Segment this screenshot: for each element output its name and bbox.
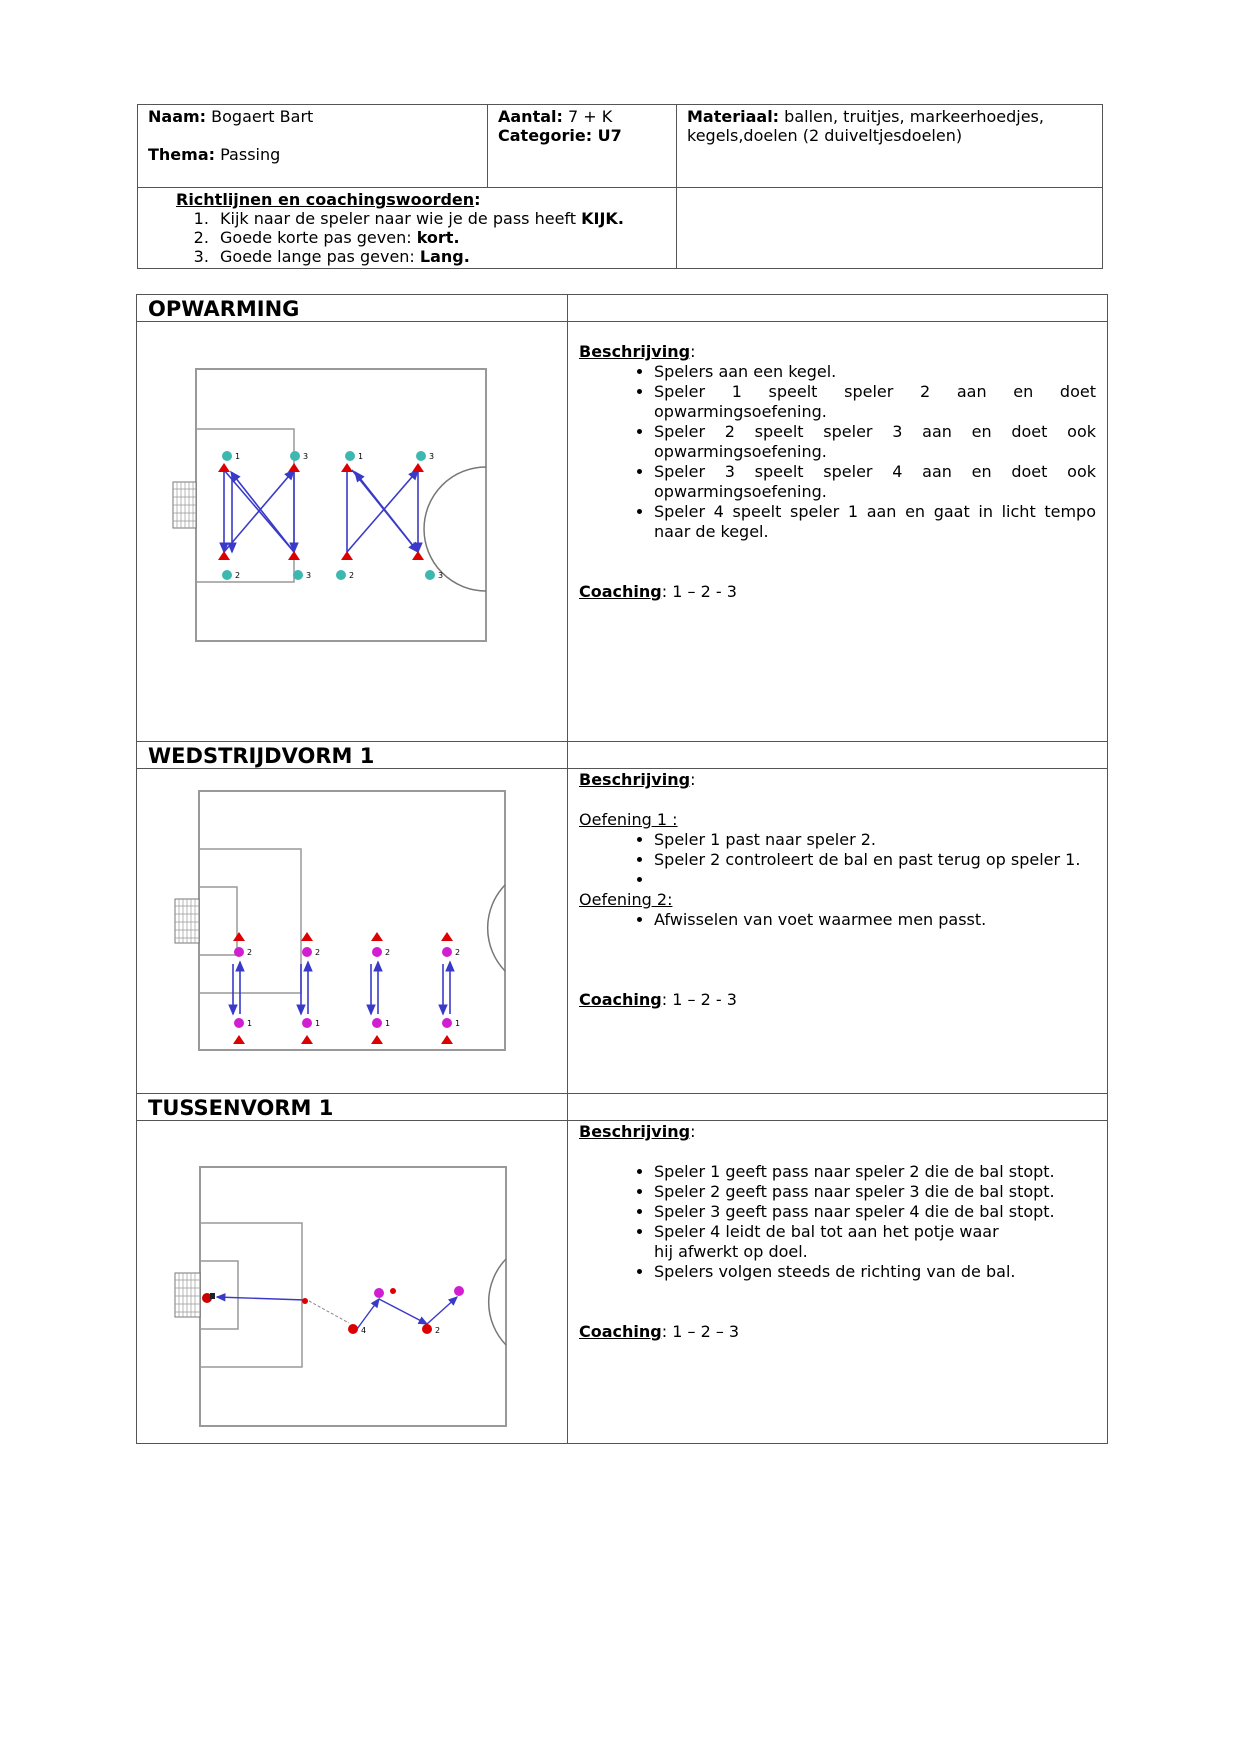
player-number: 3 <box>303 452 309 461</box>
opwarming-description: Beschrijving: • Spelers aan een kegel. • Speler 1 speelt speler 2 aan en doet opwarmingsoefening. • Speler 2 speelt speler 3 aan en doet ook opwarmingsoefening. • Speler 3 speelt speler 4 aan en doet ook opwarmingsoefening. • Speler 4 speelt speler 1 aan en gaat in licht tempo naar de kegel. Coaching: 1 – 2 - 3 <box>568 322 1108 742</box>
richtlijnen-list <box>176 209 666 266</box>
opwarming-list <box>579 362 1096 542</box>
player-number: 2 <box>455 948 461 957</box>
player-number: 2 <box>247 948 253 957</box>
player-numbers <box>247 948 460 1028</box>
goal-icon <box>175 1273 200 1317</box>
player-number: 1 <box>455 1019 461 1028</box>
coaching-label: Coaching <box>579 582 662 601</box>
list-item: • Speler 3 geeft pass naar speler 4 die de bal stopt. <box>654 1202 1096 1222</box>
oefening2-label: Oefening 2: <box>579 890 673 909</box>
list-item <box>654 870 1096 890</box>
field-outline <box>199 791 505 1050</box>
beschrijving-label: Beschrijving <box>579 1122 691 1141</box>
header-table <box>137 104 1103 269</box>
list-item: • Speler 2 speelt speler 3 aan en doet ook opwarmingsoefening. <box>654 422 1096 462</box>
player-number: 3 <box>438 571 444 580</box>
wedstrijdvorm-title-empty <box>568 742 1108 769</box>
player-number: 1 <box>358 452 364 461</box>
empty-cell <box>677 188 1103 269</box>
naam-label: Naam: <box>148 107 207 126</box>
materiaal-cell <box>677 105 1103 188</box>
list-item: • Speler 3 speelt speler 4 aan en doet ook opwarmingsoefening. <box>654 462 1096 502</box>
tussenvorm-list <box>579 1162 1096 1282</box>
tussenvorm-description: Beschrijving: • Speler 1 geeft pass naar speler 2 die de bal stopt. • Speler 2 geeft pass naar speler 3 die de bal stopt. • Speler 3 geeft pass naar speler 4 die de bal stopt. • Speler 4 leidt de bal tot aan het potje waar hij afwerkt op doel. • Spelers volgen steeds de richting van de bal. Coaching: 1 – 2 – 3 <box>568 1121 1108 1444</box>
list-item: • Spelers volgen steeds de richting van de bal. <box>654 1262 1096 1282</box>
goal-icon <box>173 482 196 528</box>
wedstrijdvorm-title: WEDSTRIJDVORM 1 <box>137 742 568 769</box>
field-outline <box>196 369 486 641</box>
player-number: 2 <box>315 948 321 957</box>
penalty-box <box>196 429 294 582</box>
players-red <box>302 1288 432 1334</box>
wedstrijdvorm-description: Beschrijving: Oefening 1 : • Speler 1 past naar speler 2. • Speler 2 controleert de bal en past terug op speler 1. • Oefening 2: • Afwisselen van voet waarmee men passt. Coaching: 1 – 2 - 3 <box>568 769 1108 1094</box>
oefening1-list <box>579 830 1096 890</box>
materiaal-value: ballen, truitjes, markeerhoedjes, kegels,doelen (2 duiveltjesdoelen) <box>687 107 1044 145</box>
list-item: • Speler 4 leidt de bal tot aan het potje waar hij afwerkt op doel. <box>654 1222 1014 1262</box>
list-item: • Speler 2 controleert de bal en past terug op speler 1. <box>654 850 1096 870</box>
coaching-label: Coaching <box>579 1322 662 1341</box>
oefening1-label: Oefening 1 : <box>579 810 678 829</box>
list-item: • Speler 2 geeft pass naar speler 3 die de bal stopt. <box>654 1182 1096 1202</box>
list-item: • Speler 1 geeft pass naar speler 2 die de bal stopt. <box>654 1162 1096 1182</box>
richtlijn-text: Goede korte pas geven: <box>220 228 417 247</box>
center-circle <box>489 1259 506 1345</box>
coaching-value: : 1 – 2 - 3 <box>661 582 737 601</box>
pass-arrows <box>233 962 450 1014</box>
richtlijn-item <box>214 247 666 266</box>
naam-thema-cell <box>138 105 488 188</box>
pass-arrows-left <box>224 470 294 552</box>
richtlijn-keyword: KIJK. <box>581 209 624 228</box>
list-item: • Spelers aan een kegel. <box>654 362 1096 382</box>
tussenvorm-title-empty <box>568 1094 1108 1121</box>
list-item: • Speler 1 speelt speler 2 aan en doet opwarmingsoefening. <box>654 382 1096 422</box>
player-number: 1 <box>315 1019 321 1028</box>
player-number: 3 <box>429 452 435 461</box>
center-circle <box>488 885 505 971</box>
richtlijnen-cell <box>138 188 677 269</box>
tussenvorm-title: TUSSENVORM 1 <box>137 1094 568 1121</box>
richtlijn-text: Goede lange pas geven: <box>220 247 420 266</box>
player-number: 2 <box>385 948 391 957</box>
cone-markers <box>233 932 453 1044</box>
penalty-box <box>199 849 301 993</box>
goal-icon <box>175 899 199 943</box>
player-number: 4 <box>361 1326 367 1335</box>
opwarming-title-empty <box>568 295 1108 322</box>
field-outline <box>200 1167 506 1426</box>
list-item: • Speler 4 speelt speler 1 aan en gaat in licht tempo naar de kegel. <box>654 502 1096 542</box>
beschrijving-label: Beschrijving <box>579 342 691 361</box>
opwarming-title: OPWARMING <box>137 295 568 322</box>
dribble-line <box>309 1301 349 1323</box>
goalkeeper <box>202 1293 215 1303</box>
player-number: 2 <box>435 1326 441 1335</box>
coaching-label: Coaching <box>579 990 662 1009</box>
goal-box <box>199 887 237 955</box>
wedstrijdvorm-diagram-cell <box>137 769 568 1094</box>
pass-arrows <box>217 1297 457 1329</box>
thema-value: Passing <box>220 145 281 164</box>
opwarming-diagram-cell <box>137 322 568 742</box>
richtlijn-keyword: Lang. <box>419 247 470 266</box>
player-number: 3 <box>306 571 312 580</box>
penalty-box <box>200 1223 302 1367</box>
player-number: 1 <box>247 1019 253 1028</box>
list-item: • Speler 1 past naar speler 2. <box>654 830 1096 850</box>
aantal-value: 7 + K <box>568 107 613 126</box>
aantal-cell <box>488 105 677 188</box>
richtlijn-keyword: kort. <box>416 228 460 247</box>
aantal-label: Aantal: <box>498 107 563 126</box>
oefening2-list <box>579 910 1096 930</box>
naam-value: Bogaert Bart <box>211 107 314 126</box>
materiaal-label: Materiaal: <box>687 107 780 126</box>
richtlijn-item <box>214 228 666 247</box>
wedstrijdvorm-field-diagram <box>137 769 568 1093</box>
opwarming-field-diagram <box>137 322 568 741</box>
richtlijn-item <box>214 209 666 228</box>
cone-markers <box>218 463 424 560</box>
pass-arrows-right <box>347 470 418 552</box>
player-number: 2 <box>349 571 355 580</box>
player-number: 2 <box>235 571 241 580</box>
players <box>234 947 452 1028</box>
player-number: 1 <box>235 452 241 461</box>
players-top <box>222 451 435 580</box>
exercise-table <box>136 294 1108 1444</box>
list-item: • Afwisselen van voet waarmee men passt. <box>654 910 1096 930</box>
coaching-value: : 1 – 2 – 3 <box>661 1322 740 1341</box>
tussenvorm-field-diagram <box>137 1121 568 1443</box>
beschrijving-label: Beschrijving <box>579 770 691 789</box>
richtlijnen-title: Richtlijnen en coachingswoorden <box>176 190 475 209</box>
coaching-value: : 1 – 2 - 3 <box>661 990 737 1009</box>
tussenvorm-diagram-cell <box>137 1121 568 1444</box>
players <box>374 1286 464 1298</box>
richtlijnen-colon: : <box>474 190 481 209</box>
thema-label: Thema: <box>148 145 216 164</box>
categorie-label: Categorie: U7 <box>498 126 622 145</box>
richtlijn-text: Kijk naar de speler naar wie je de pass heeft <box>220 209 582 228</box>
player-number: 1 <box>385 1019 391 1028</box>
